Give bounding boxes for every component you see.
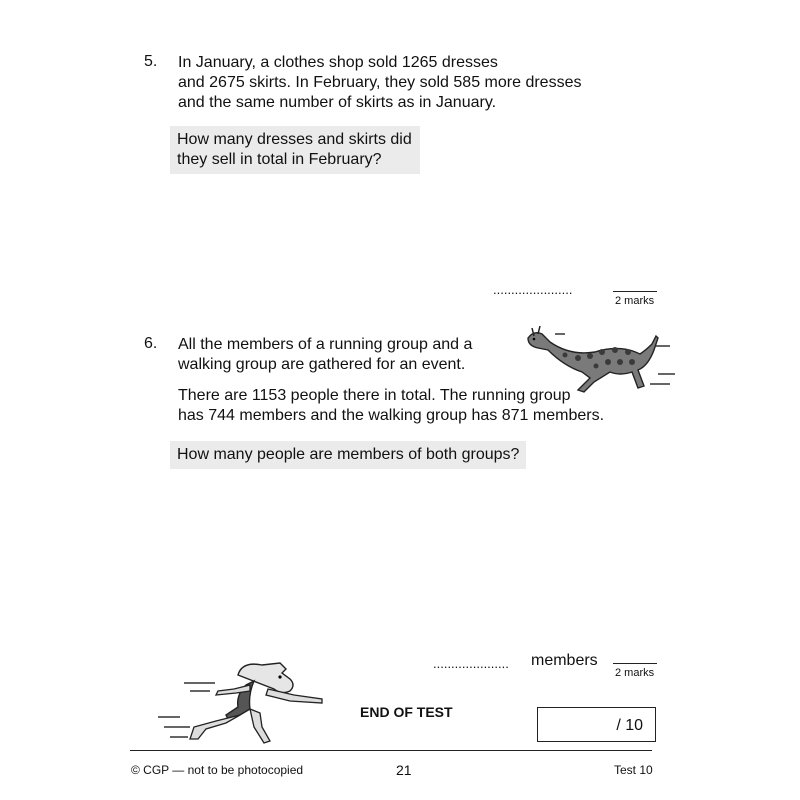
score-box — [537, 707, 656, 742]
q5-line-1: In January, a clothes shop sold 1265 dresses — [178, 54, 498, 71]
footer-copyright: © CGP — not to be photocopied — [131, 763, 304, 777]
q5-question-box — [170, 126, 420, 174]
q5-answer-dots[interactable]: ...................... — [493, 282, 573, 297]
giraffe-illustration — [520, 322, 680, 400]
page-number: 21 — [396, 762, 412, 778]
q5-question-line-2: they sell in total in February? — [177, 151, 382, 168]
q5-line-3: and the same number of skirts as in January. — [178, 94, 497, 111]
q6-line-1: All the members of a running group and a — [178, 336, 473, 353]
q5-question-line-1: How many dresses and skirts did — [177, 131, 412, 148]
score-total: / 10 — [616, 717, 643, 734]
end-of-test: END OF TEST — [360, 704, 453, 720]
q6-line-4: has 744 members and the walking group has 871 members. — [178, 407, 605, 424]
q6-marks-line — [613, 663, 657, 664]
test-label: Test 10 — [614, 763, 653, 777]
q5-marks-line — [613, 291, 657, 292]
q6-marks: 2 marks — [615, 667, 655, 679]
q5-line-2: and 2675 skirts. In February, they sold 585 more dresses — [178, 74, 582, 91]
q6-answer-unit: members — [531, 652, 598, 669]
q6-line-3: There are 1153 people there in total. The running group — [178, 387, 571, 404]
q5-number: 5. — [144, 53, 158, 70]
q5-marks: 2 marks — [615, 295, 655, 307]
q6-question-box — [170, 441, 526, 469]
q6-line-2: walking group are gathered for an event. — [178, 356, 466, 373]
rabbit-illustration — [150, 655, 330, 750]
footer-rule — [130, 750, 652, 751]
q6-number: 6. — [144, 335, 158, 352]
q6-answer-dots[interactable]: ..................... — [433, 656, 509, 671]
q6-question: How many people are members of both groups? — [177, 446, 520, 463]
